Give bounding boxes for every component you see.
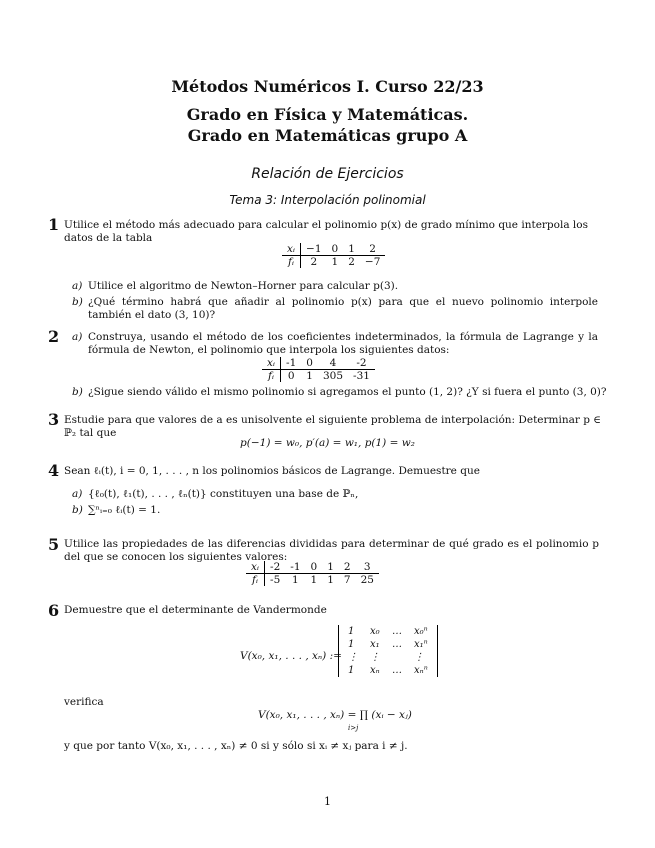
exercise-4-number: 4 (48, 461, 60, 480)
exercise-1-text: Utilice el método más adecuado para calcular el polinomio p(x) de grado mínimo que interpola los datos de la tabla (64, 219, 588, 244)
matrix-cell: 1 (348, 665, 355, 676)
exercise-1-a-text: Utilice el algoritmo de Newton–Horner para calcular p(3). (88, 280, 399, 292)
table-cell: -2 (265, 561, 286, 574)
exercise-3-text: Estudie para que valores de a es unisolvente el siguiente problema de interpolación: Determinar p ∈ ℙ₂ tal que (64, 414, 602, 439)
table-header-xi: xᵢ (282, 243, 301, 256)
exercise-4-b-text: ∑ⁿᵢ₌₀ ℓᵢ(t) = 1. (88, 504, 161, 516)
page-number: 1 (324, 795, 331, 808)
table-cell: -5 (270, 574, 281, 586)
exercise-4-a-text: {ℓ₀(t), ℓ₁(t), . . . , ℓₙ(t)} constituyen una base de ℙₙ, (88, 488, 359, 500)
table-header-fi: fᵢ (282, 256, 301, 269)
course-title: Métodos Numéricos I. Curso 22/23 (171, 77, 484, 96)
exercise-5-text: Utilice las propiedades de las diferencias divididas para determinar de qué grado es el polinomio p del que se conocen los siguientes valores: (64, 538, 599, 563)
table-cell: 3 (356, 561, 379, 574)
exercise-3-number: 3 (48, 410, 60, 429)
table-header-xi: xᵢ (246, 561, 265, 574)
relation-title: Relación de Ejercicios (251, 166, 404, 182)
matrix-cell: 1 (348, 626, 355, 637)
table-header-xi: xᵢ (262, 357, 281, 370)
matrix-cell: x₀ⁿ (414, 626, 428, 637)
table-cell: 0 (301, 357, 318, 370)
exercise-3-formula: p(−1) = w₀, p′(a) = w₁, p(1) = w₂ (240, 437, 415, 449)
exercise-4-text: Sean ℓᵢ(t), i = 0, 1, . . . , n los polinomios básicos de Lagrange. Demuestre que (64, 465, 480, 477)
exercise-2-number: 2 (48, 327, 60, 346)
matrix-cell: 1 (348, 639, 355, 650)
matrix-cell: xₙⁿ (414, 665, 428, 676)
exercise-4-b-label: b) (72, 504, 83, 516)
table-cell: 0 (306, 561, 323, 574)
table-cell: 1 (306, 370, 313, 382)
matrix-cell: … (392, 626, 402, 637)
exercise-2-b-label: b) (72, 386, 83, 398)
table-header-fi: fᵢ (246, 574, 265, 587)
matrix-row (342, 625, 434, 638)
matrix-cell: ⋮ (414, 652, 424, 663)
matrix-cell: x₁ⁿ (414, 639, 428, 650)
exercise-1-a-label: a) (72, 280, 83, 292)
matrix-cell: … (392, 639, 402, 650)
vandermonde-product: V(x₀, x₁, . . . , xₙ) = ∏ (xᵢ − xⱼ) (258, 709, 412, 721)
matrix-cell: … (392, 665, 402, 676)
table-cell: 2 (360, 243, 385, 256)
exercise-6-conclusion: y que por tanto V(x₀, x₁, . . . , xₙ) ≠ 0 si y sólo si xᵢ ≠ xⱼ para i ≠ j. (64, 740, 408, 752)
exercise-2-table (262, 357, 375, 382)
table-cell: 4 (318, 357, 348, 370)
exercise-2-a-text: Construya, usando el método de los coeficientes indeterminados, la fórmula de Lagrange y la fórmula de Newton, el polinomio que interpola los siguientes datos: (88, 331, 598, 356)
exercise-1-b-text: ¿Qué término habrá que añadir al polinomio p(x) para que el nuevo polinomio interpole también el dato (3, 10)? (88, 296, 598, 321)
table-cell: 7 (343, 574, 351, 586)
exercise-5-number: 5 (48, 535, 60, 554)
degree-line-2: Grado en Matemáticas grupo A (187, 126, 468, 145)
table-cell: 2 (348, 256, 355, 268)
matrix-cell: ⋮ (348, 652, 358, 663)
table-cell: −1 (301, 243, 327, 256)
table-cell: 25 (360, 574, 374, 586)
table-cell: 1 (331, 256, 339, 268)
matrix-cell: x₀ (370, 626, 380, 637)
exercise-2-b-text: ¿Sigue siendo válido el mismo polinomio si agregamos el punto (1, 2)? ¿Y si fuera el punto (3, 0)? (88, 386, 607, 398)
verifica-text: verifica (64, 696, 104, 708)
matrix-cell: ⋮ (370, 652, 380, 663)
matrix-row (342, 651, 434, 664)
table-cell: 1 (322, 561, 339, 574)
matrix-cell: x₁ (370, 639, 380, 650)
exercise-1-table (282, 243, 385, 268)
table-cell: 0 (287, 370, 295, 382)
vandermonde-lhs: V(x₀, x₁, . . . , xₙ) := (240, 650, 342, 662)
exercise-1-number: 1 (48, 215, 60, 234)
table-cell: -1 (281, 357, 302, 370)
matrix-row (342, 638, 434, 651)
table-cell: −7 (364, 256, 381, 268)
table-cell: -2 (348, 357, 375, 370)
exercise-2-a-label: a) (72, 331, 83, 343)
product-subscript: i>j (348, 724, 359, 732)
table-cell: 0 (327, 243, 344, 256)
table-cell: 305 (322, 370, 344, 382)
exercise-4-a-label: a) (72, 488, 83, 500)
vandermonde-matrix (338, 625, 438, 677)
degree-line-1: Grado en Física y Matemáticas. (186, 105, 469, 124)
exercise-6-text: Demuestre que el determinante de Vandermonde (64, 604, 327, 616)
topic-title: Tema 3: Interpolación polinomial (229, 193, 426, 207)
table-cell: -1 (285, 561, 305, 574)
table-header-fi: fᵢ (262, 370, 281, 383)
table-cell: 2 (339, 561, 356, 574)
matrix-cell: xₙ (370, 665, 380, 676)
exercise-5-table (246, 561, 379, 586)
table-cell: 1 (327, 574, 334, 586)
matrix-row (342, 664, 434, 677)
table-cell: 1 (343, 243, 360, 256)
exercise-6-number: 6 (48, 601, 60, 620)
exercise-1-b-label: b) (72, 296, 83, 308)
table-cell: 1 (310, 574, 318, 586)
table-cell: 1 (292, 574, 299, 586)
table-cell: 2 (310, 256, 318, 268)
matrix-cell (386, 651, 408, 664)
table-cell: -31 (353, 370, 370, 382)
